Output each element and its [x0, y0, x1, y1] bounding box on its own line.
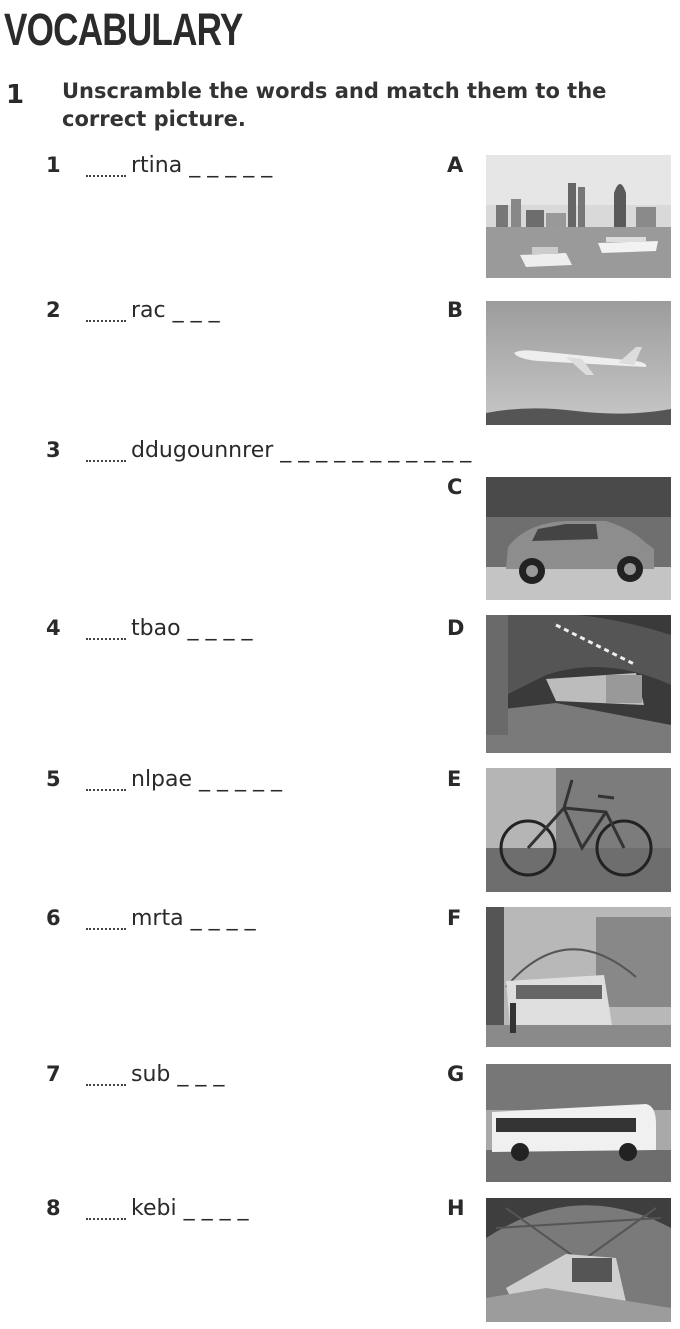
letter-slots: _ _ _: [172, 298, 220, 323]
scrambled-word: rac: [131, 298, 166, 323]
letter-slots: _ _ _: [177, 1062, 225, 1087]
item-number: 1: [46, 153, 61, 177]
letter-slots: _ _ _ _ _: [189, 153, 273, 178]
scrambled-word: tbao: [131, 616, 181, 641]
tram-photo: [486, 907, 671, 1047]
picture-letter-e: E: [447, 767, 462, 791]
exercise-number: 1: [6, 80, 25, 110]
letter-slots: _ _ _ _: [187, 616, 253, 641]
answer-blank[interactable]: [86, 928, 126, 930]
answer-blank[interactable]: [86, 320, 126, 322]
list-item: [0, 438, 680, 478]
section-title: VOCABULARY: [4, 4, 243, 55]
letter-slots: _ _ _ _: [190, 906, 256, 931]
train-station-photo: [486, 1198, 671, 1322]
underground-train-photo: [486, 615, 671, 753]
scrambled-word: sub: [131, 1062, 171, 1087]
scrambled-word: rtina: [131, 153, 183, 178]
bicycle-photo: [486, 768, 671, 892]
car-photo: [486, 477, 671, 600]
answer-blank[interactable]: [86, 175, 126, 177]
item-number: 2: [46, 298, 61, 322]
scrambled-word: nlpae: [131, 767, 193, 792]
item-number: 5: [46, 767, 61, 791]
picture-letter-d: D: [447, 616, 465, 640]
answer-blank[interactable]: [86, 460, 126, 462]
letter-slots: _ _ _ _: [183, 1196, 249, 1221]
scrambled-word: kebi: [131, 1196, 177, 1221]
city-river-boats-photo: [486, 155, 671, 278]
item-number: 8: [46, 1196, 61, 1220]
airplane-photo: [486, 301, 671, 425]
item-number: 7: [46, 1062, 61, 1086]
scrambled-word: ddugounnrer: [131, 438, 274, 463]
bus-photo: [486, 1064, 671, 1182]
exercise-instruction: Unscramble the words and match them to the correct picture.: [62, 79, 607, 131]
letter-slots: _ _ _ _ _: [199, 767, 283, 792]
answer-blank[interactable]: [86, 789, 126, 791]
answer-blank[interactable]: [86, 1084, 126, 1086]
picture-letter-c: C: [447, 475, 463, 499]
picture-letter-h: H: [447, 1196, 465, 1220]
picture-letter-a: A: [447, 153, 464, 177]
answer-blank[interactable]: [86, 638, 126, 640]
answer-blank[interactable]: [86, 1218, 126, 1220]
picture-letter-b: B: [447, 298, 464, 322]
picture-letter-g: G: [447, 1062, 465, 1086]
item-number: 3: [46, 438, 61, 462]
scrambled-word: mrta: [131, 906, 184, 931]
item-number: 4: [46, 616, 61, 640]
letter-slots: _ _ _ _ _ _ _ _ _ _ _: [280, 438, 472, 463]
picture-letter-f: F: [447, 906, 462, 930]
item-number: 6: [46, 906, 61, 930]
